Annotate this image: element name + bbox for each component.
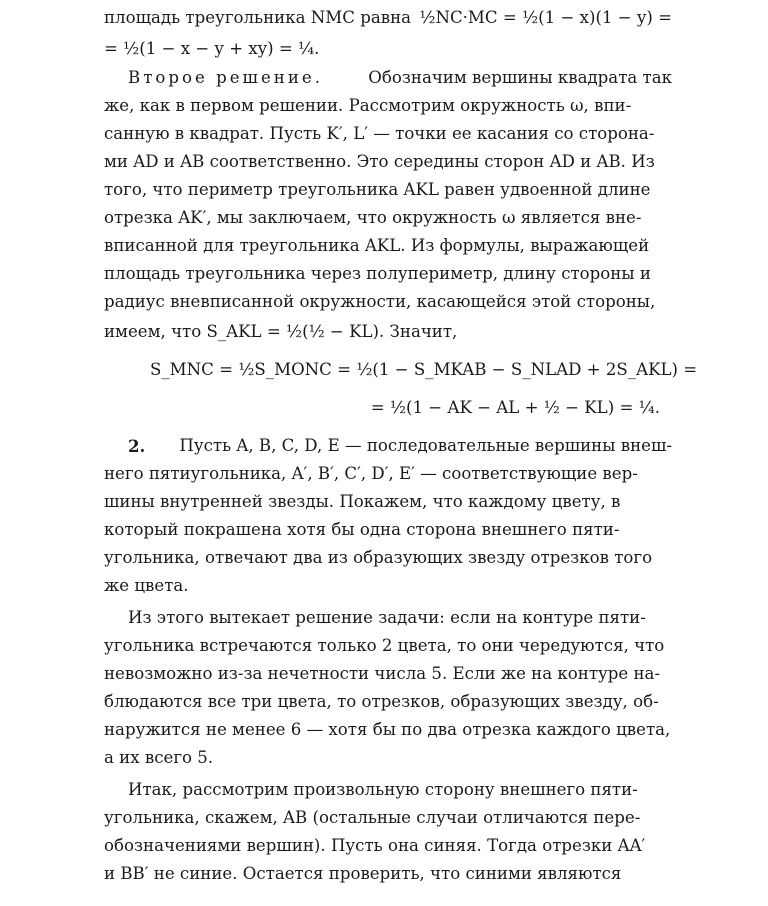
text-span: Из этого вытекает решение задачи: если на контуре пяти- (128, 608, 646, 627)
problem-number: 2. (128, 436, 146, 456)
text-span: невозможно из-за нечетности числа 5. Если же на контуре на- (104, 664, 661, 683)
formula: = ½(1 − x − y + xy) = ¼. (104, 39, 320, 58)
section-heading: Второе решение. (128, 68, 323, 87)
text-line (104, 804, 672, 832)
text-span: угольника, скажем, AB (остальные случаи отличаются пере- (104, 808, 641, 827)
text-line (104, 632, 672, 660)
text-line (104, 232, 672, 260)
text-line (104, 204, 672, 232)
text-span: него пятиугольника, A′, B′, C′, D′, E′ — соответствующие вер- (104, 464, 638, 483)
text-line (104, 544, 672, 572)
text-span: шины внутренней звезды. Покажем, что каждому цвету, в (104, 492, 621, 511)
text-span: а их всего 5. (104, 748, 214, 767)
text-span: же цвета. (104, 576, 189, 595)
text-line (104, 120, 672, 148)
text-span: имеем, что (104, 322, 202, 341)
text-span: блюдаются все три цвета, то отрезков, образующих звезду, об- (104, 692, 659, 711)
text-span: площадь треугольника NMC равна (104, 8, 412, 27)
text-span: площадь треугольника через полупериметр, длину стороны и (104, 264, 651, 283)
text-span: ми AD и AB соответственно. Это середины сторон AD и AB. Из (104, 152, 655, 171)
text-span: отрезка AK′, мы заключаем, что окружность ω является вне- (104, 208, 642, 227)
formula: S_AKL = ½(½ − KL). Значит, (206, 322, 458, 341)
text-line (104, 318, 672, 346)
text-span: обозначениями вершин). Пусть она синяя. Тогда отрезки AA′ (104, 836, 646, 855)
text-line (104, 744, 672, 772)
text-line (104, 260, 672, 288)
text-line (128, 776, 672, 804)
text-line (104, 860, 672, 888)
text-span: того, что периметр треугольника AKL равен удвоенной длине (104, 180, 651, 199)
text-line (104, 460, 672, 488)
text-line (128, 604, 672, 632)
text-span: который покрашена хотя бы одна сторона внешнего пяти- (104, 520, 620, 539)
text-span: же, как в первом решении. Рассмотрим окружность ω, впи- (104, 96, 632, 115)
text-line (104, 572, 672, 600)
text-span: и BB′ не синие. Остается проверить, что синими являются (104, 864, 622, 883)
text-line (104, 148, 672, 176)
text-line (104, 716, 672, 744)
text-span: наружится не менее 6 — хотя бы по два отрезка каждого цвета, (104, 720, 671, 739)
text-line (104, 660, 672, 688)
formula-line (104, 35, 672, 63)
text-span: вписанной для треугольника AKL. Из формулы, выражающей (104, 236, 650, 255)
text-line (104, 516, 672, 544)
text-line (104, 4, 672, 32)
formula-line (150, 356, 698, 384)
text-line (104, 288, 672, 316)
text-line (104, 92, 672, 120)
formula: = ½(1 − AK − AL + ½ − KL) = ¼. (370, 398, 660, 417)
text-span: Пусть A, B, C, D, E — последовательные вершины внеш- (179, 436, 672, 455)
formula: ½NC·MC = ½(1 − x)(1 − y) = (419, 8, 672, 27)
formula: S_MNC = ½S_MONC = ½(1 − S_MKAB − S_NLAD + 2S_AKL) = (150, 360, 698, 379)
text-span: Обозначим вершины квадрата так (368, 68, 672, 87)
text-line (104, 688, 672, 716)
text-line (128, 432, 672, 460)
text-span: угольника, отвечают два из образующих звезду отрезков того (104, 548, 653, 567)
text-span: угольника встречаются только 2 цвета, то они чередуются, что (104, 636, 665, 655)
text-span: радиус вневписанной окружности, касающейся этой стороны, (104, 292, 656, 311)
text-line (128, 64, 672, 92)
text-line (104, 832, 672, 860)
formula-line (104, 394, 660, 422)
text-span: Итак, рассмотрим произвольную сторону внешнего пяти- (128, 780, 638, 799)
text-line (104, 176, 672, 204)
text-line (104, 488, 672, 516)
text-span: санную в квадрат. Пусть K′, L′ — точки ее касания со сторона- (104, 124, 655, 143)
